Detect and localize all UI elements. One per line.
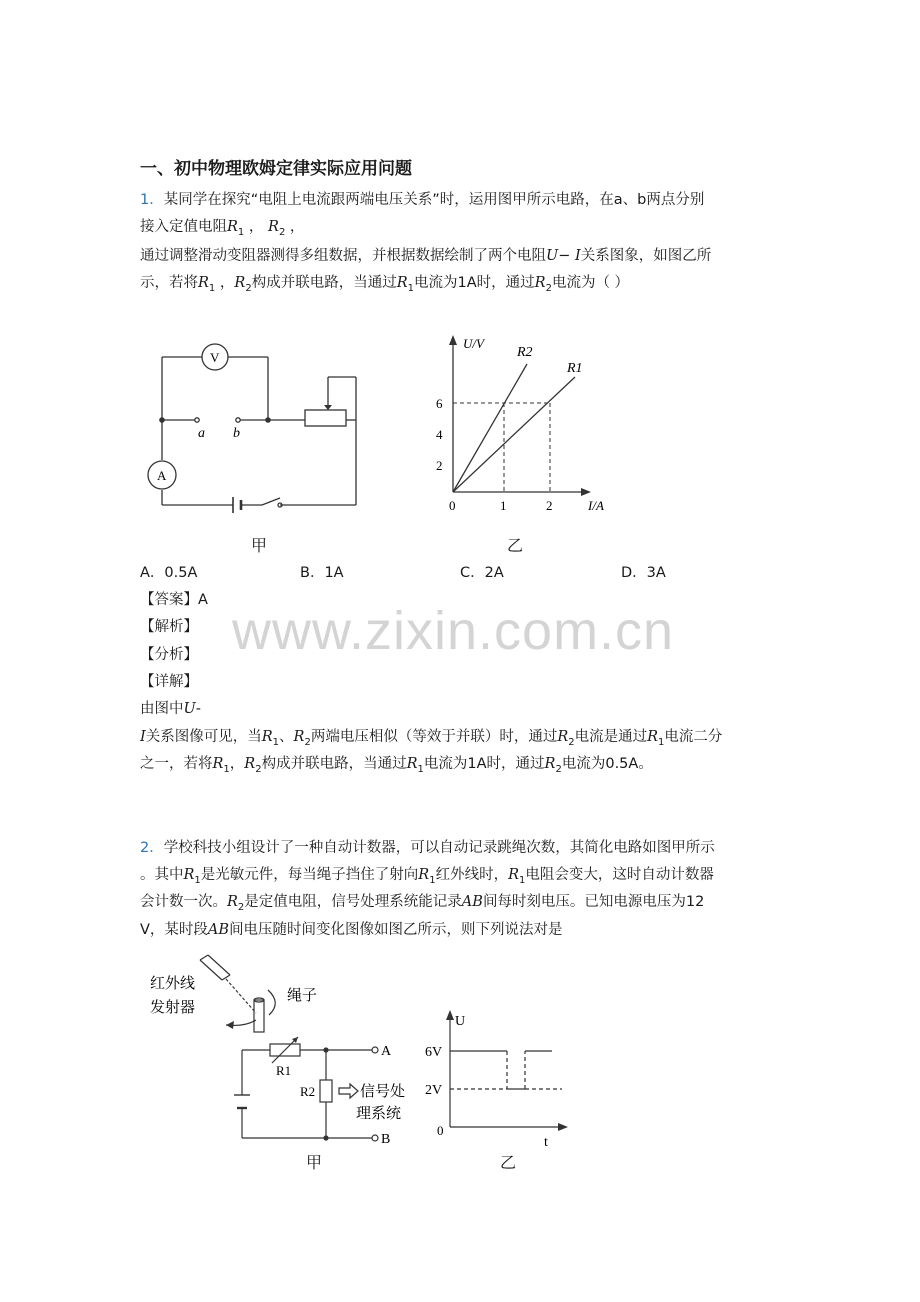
q2-text2a: 。其中 (140, 867, 184, 883)
q2-fig-left-caption: 甲 (306, 1153, 323, 1172)
y-tick: 2 (436, 458, 443, 473)
y-tick-2v: 2V (425, 1083, 443, 1098)
q1-line2: 接入定值电阻$R_1$ ， $R_2$ ， (140, 219, 305, 238)
exp3a: 之一，若将 (140, 756, 213, 772)
q2-text4b: 间电压随时间变化图像如图乙所示，则下列说法对是 (229, 922, 563, 938)
q1-text1: 某同学在探究“电阻上电流跟两端电压关系”时，运用图甲所示电路，在a、b两点分别 (163, 192, 705, 208)
q1-number: 1． (140, 192, 164, 208)
emitter-label: 红外线 (150, 976, 196, 992)
q2-number: 2． (140, 840, 164, 856)
answer-line: 【答案】A (140, 592, 208, 608)
q2-text3b: 是定值电阻，信号处理系统能记录 (244, 894, 462, 910)
q2-text2c: 红外线时， (435, 867, 509, 883)
fenxi-heading: 【分析】 (140, 647, 198, 663)
r1-label: R1 (276, 1063, 292, 1078)
signal-system-label: 信号处 (360, 1084, 406, 1100)
explanation-line2: I关系图像可见，当$R_1$、$R_2$两端电压相似（等效于并联）时，通过$R_2$电流是通过$R_1$电流二分 (140, 729, 723, 748)
exp2b: 两端电压相似（等效于并联）时，通过 (310, 729, 558, 745)
exp3d: 电流为0.5A。 (561, 756, 653, 772)
y-tick-0: 0 (437, 1123, 444, 1138)
q2-text2d: 电阻会变大，这时自动计数器 (525, 867, 714, 883)
analysis-heading: 【解析】 (140, 619, 198, 635)
q1-ui-graph (425, 330, 625, 515)
r2-label: R2 (300, 1084, 316, 1099)
q1-text3b: 关系图象，如图乙所 (580, 248, 712, 264)
y-tick: 4 (436, 427, 443, 442)
option-b[interactable]: B．1A (300, 565, 344, 581)
explanation-line1: 由图中U- (140, 701, 201, 717)
y-tick-6v: 6V (425, 1045, 443, 1060)
u-axis-label: U (455, 1014, 466, 1029)
signal-system-label: 理系统 (356, 1106, 402, 1122)
exp2d: 电流二分 (664, 729, 723, 745)
exp2a: 关系图像可见，当 (145, 729, 262, 745)
q2-text3a: 会计数一次。 (140, 894, 227, 910)
q2-line2: 。其中$R_1$是光敏元件，每当绳子挡住了射向$R_1$红外线时，$R_1$电阻会变大，这时自动计数器 (140, 867, 714, 886)
point-a-label: a (198, 426, 205, 441)
exp1: 由图中 (140, 701, 184, 717)
r1-line-label: R1 (567, 361, 583, 376)
ammeter-label: A (157, 468, 167, 483)
q1-circuit-diagram (140, 335, 380, 525)
rope-label: 绳子 (287, 988, 318, 1004)
q1-line4: 示，若将$R_1$ ，$R_2$构成并联电路，当通过$R_1$电流为1A时，通过$R_2$电流为（ ） (140, 275, 630, 294)
exp3b: 构成并联电路，当通过 (261, 756, 407, 772)
q1-line1 (140, 190, 704, 210)
section-title: 一、初中物理欧姆定律实际应用问题 (140, 159, 412, 179)
q2-ut-graph (420, 1005, 580, 1150)
q1-fig-left-caption: 甲 (251, 536, 268, 555)
watermark: www.zixin.com.cn (232, 601, 675, 661)
q2-line3: 会计数一次。$R_2$是定值电阻，信号处理系统能记录AB间每时刻电压。已知电源电压为12 (140, 894, 705, 913)
r1-line (453, 377, 575, 492)
point-b-label: b (233, 426, 240, 441)
x-tick: 2 (546, 498, 553, 513)
q1-text4d: 电流为（ ） (551, 275, 630, 291)
terminal-b-label: B (381, 1132, 391, 1147)
q2-text3c: 间每时刻电压。已知电源电压为12 (482, 894, 705, 910)
q2-line1 (140, 838, 715, 858)
option-a[interactable]: A．0.5A (140, 565, 198, 581)
q2-text1: 学校科技小组设计了一种自动计数器，可以自动记录跳绳次数，其简化电路如图甲所示 (163, 840, 715, 856)
terminal-a-label: A (381, 1044, 392, 1059)
x-axis-label: I/A (588, 498, 604, 513)
exp3c: 电流为1A时，通过 (423, 756, 545, 772)
x-tick: 1 (500, 498, 507, 513)
emitter-label: 发射器 (150, 1000, 196, 1016)
q2-text2b: 是光敏元件，每当绳子挡住了射向 (200, 867, 419, 883)
r2-line (453, 364, 527, 492)
voltmeter-label: V (210, 350, 220, 365)
q1-text4a: 示，若将 (140, 275, 198, 291)
option-d[interactable]: D．3A (621, 565, 666, 581)
q1-line3: 通过调整滑动变阻器测得多组数据，并根据数据绘制了两个电阻U− I关系图象，如图乙所 (140, 248, 712, 264)
y-tick: 6 (436, 396, 443, 411)
detail-heading: 【详解】 (140, 674, 198, 690)
t-axis-label: t (544, 1135, 548, 1150)
q1-fig-right-caption: 乙 (507, 536, 524, 555)
exp2c: 电流是通过 (574, 729, 648, 745)
y-axis-label: U/V (463, 336, 484, 351)
q1-text2: 接入定值电阻 (140, 219, 227, 235)
option-c[interactable]: C．2A (460, 565, 504, 581)
q1-text3: 通过调整滑动变阻器测得多组数据，并根据数据绘制了两个电阻 (140, 248, 546, 264)
q2-line4: V，某时段AB间电压随时间变化图像如图乙所示，则下列说法对是 (140, 922, 563, 938)
q1-text4c: 电流为1A时，通过 (414, 275, 535, 291)
q2-fig-right-caption: 乙 (500, 1153, 517, 1172)
q2-counter-circuit (150, 955, 420, 1175)
x-tick: 0 (449, 498, 456, 513)
r2-line-label: R2 (517, 345, 533, 360)
q2-text4a: V，某时段 (140, 922, 208, 938)
explanation-line3: 之一，若将$R_1$，$R_2$构成并联电路，当通过$R_1$电流为1A时，通过$R_2$电流为0.5A。 (140, 756, 653, 775)
q1-text4b: 构成并联电路，当通过 (251, 275, 397, 291)
